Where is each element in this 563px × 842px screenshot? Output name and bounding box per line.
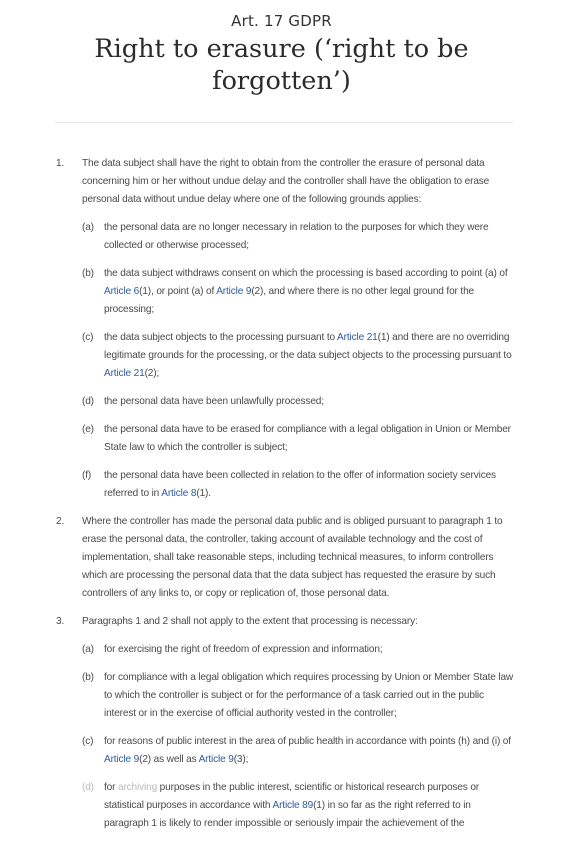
text-segment: (2); xyxy=(144,368,160,379)
text-segment: the personal data have been unlawfully processed; xyxy=(104,396,324,407)
text-segment: the data subject withdraws consent on which the processing is based according to point (a) of xyxy=(104,268,508,279)
point-item xyxy=(82,669,515,723)
point-text xyxy=(104,222,488,251)
text-segment: for compliance with a legal obligation which requires processing by Union or Member State law to which the controller is subject or for the performance of a task carried out in the public interest or in the exercise of official authority vested in the controller; xyxy=(104,672,514,719)
point-text xyxy=(104,332,512,379)
text-segment: the personal data have been collected in relation to the offer of information society services referred to in xyxy=(104,470,496,499)
paragraph-number: 1. xyxy=(56,158,65,169)
paragraph-1 xyxy=(0,155,563,503)
text-segment: The data subject shall have the right to obtain from the controller the erasure of personal data concerning him or her without undue delay and the controller shall have the obligation to erase personal data without undue delay where one of the following grounds applies: xyxy=(82,158,490,205)
text-segment: archiving xyxy=(117,782,158,793)
header-divider xyxy=(55,122,513,123)
paragraph-number: 3. xyxy=(56,616,65,627)
text-segment: the personal data are no longer necessary in relation to the purposes for which they were collected or otherwise processed; xyxy=(104,222,489,251)
point-text xyxy=(104,672,513,719)
text-segment: the data subject objects to the processing pursuant to xyxy=(104,332,338,343)
point-label: (c) xyxy=(82,332,94,343)
text-segment: the personal data have to be erased for compliance with a legal obligation in Union or Member State law to which the controller is subject; xyxy=(104,424,511,453)
point-item xyxy=(82,329,515,383)
article-header xyxy=(0,0,563,123)
text-segment: for xyxy=(104,782,118,793)
point-item xyxy=(82,733,515,769)
article-link[interactable]: Article 89 xyxy=(272,800,314,811)
text-segment: (1). xyxy=(196,488,211,499)
article-body xyxy=(0,155,563,833)
text-segment: (2), and where there is no other legal ground for the processing; xyxy=(104,286,474,315)
text-segment: Paragraphs 1 and 2 shall not apply to the extent that processing is necessary: xyxy=(82,616,418,627)
article-link[interactable]: Article 8 xyxy=(161,488,197,499)
point-label: (b) xyxy=(82,672,94,683)
point-item xyxy=(82,265,515,319)
paragraph-text xyxy=(82,613,515,631)
point-list xyxy=(82,641,515,833)
article-number: Art. 17 GDPR xyxy=(231,12,332,30)
point-item xyxy=(82,421,515,457)
article-title: Right to erasure (‘right to be forgotten’) xyxy=(94,34,469,96)
point-text xyxy=(104,644,382,655)
point-text xyxy=(104,268,508,315)
paragraph-2 xyxy=(0,513,563,603)
point-item xyxy=(82,219,515,255)
article-link[interactable]: Article 6 xyxy=(104,286,140,297)
paragraph-text xyxy=(82,155,515,209)
article-link[interactable]: Article 9 xyxy=(216,286,252,297)
point-item xyxy=(82,779,515,833)
point-label: (a) xyxy=(82,222,94,233)
point-item xyxy=(82,467,515,503)
text-segment: (3); xyxy=(233,754,249,765)
point-label: (c) xyxy=(82,736,94,747)
point-item xyxy=(82,393,515,411)
text-segment: (1) and there are no overriding legitimate grounds for the processing, or the data subject objects to the processing pursuant to xyxy=(104,332,512,361)
text-segment: (2) as well as xyxy=(139,754,199,765)
text-segment: (1), or point (a) of xyxy=(139,286,217,297)
paragraph-3 xyxy=(0,613,563,833)
text-segment: (1) in so far as the right referred to in paragraph 1 is likely to render impossible or seriously impair the achievement of the xyxy=(104,800,471,829)
point-label: (d) xyxy=(82,782,94,793)
text-segment: for exercising the right of freedom of expression and information; xyxy=(104,644,383,655)
article-link[interactable]: Article 9 xyxy=(198,754,234,765)
text-segment: purposes in the public interest, scientific or historical research purposes or statistical purposes in accordance with xyxy=(104,782,479,811)
point-text xyxy=(104,736,511,765)
text-segment: for reasons of public interest in the area of public health in accordance with points (h) and (i) of xyxy=(104,736,511,747)
article-link[interactable]: Article 21 xyxy=(337,332,378,343)
point-item xyxy=(82,641,515,659)
point-label: (f) xyxy=(82,470,92,481)
text-segment: Where the controller has made the personal data public and is obliged pursuant to paragraph 1 to erase the personal data, the controller, taking account of available technology and the cost of implementation, shall take reasonable steps, including technical measures, to inform controllers which are processing the personal data that the data subject has requested the erasure by such controllers of any links to, or copy or replication of, those personal data. xyxy=(82,516,503,599)
point-text xyxy=(104,396,324,407)
point-label: (e) xyxy=(82,424,94,435)
point-label: (d) xyxy=(82,396,94,407)
point-label: (a) xyxy=(82,644,94,655)
point-list xyxy=(82,219,515,503)
article-link[interactable]: Article 9 xyxy=(104,754,140,765)
point-label: (b) xyxy=(82,268,94,279)
point-text xyxy=(104,782,479,829)
paragraph-text xyxy=(82,513,515,603)
paragraph-number: 2. xyxy=(56,516,65,527)
article-link[interactable]: Article 21 xyxy=(104,368,145,379)
point-text xyxy=(104,470,496,499)
point-text xyxy=(104,424,511,453)
